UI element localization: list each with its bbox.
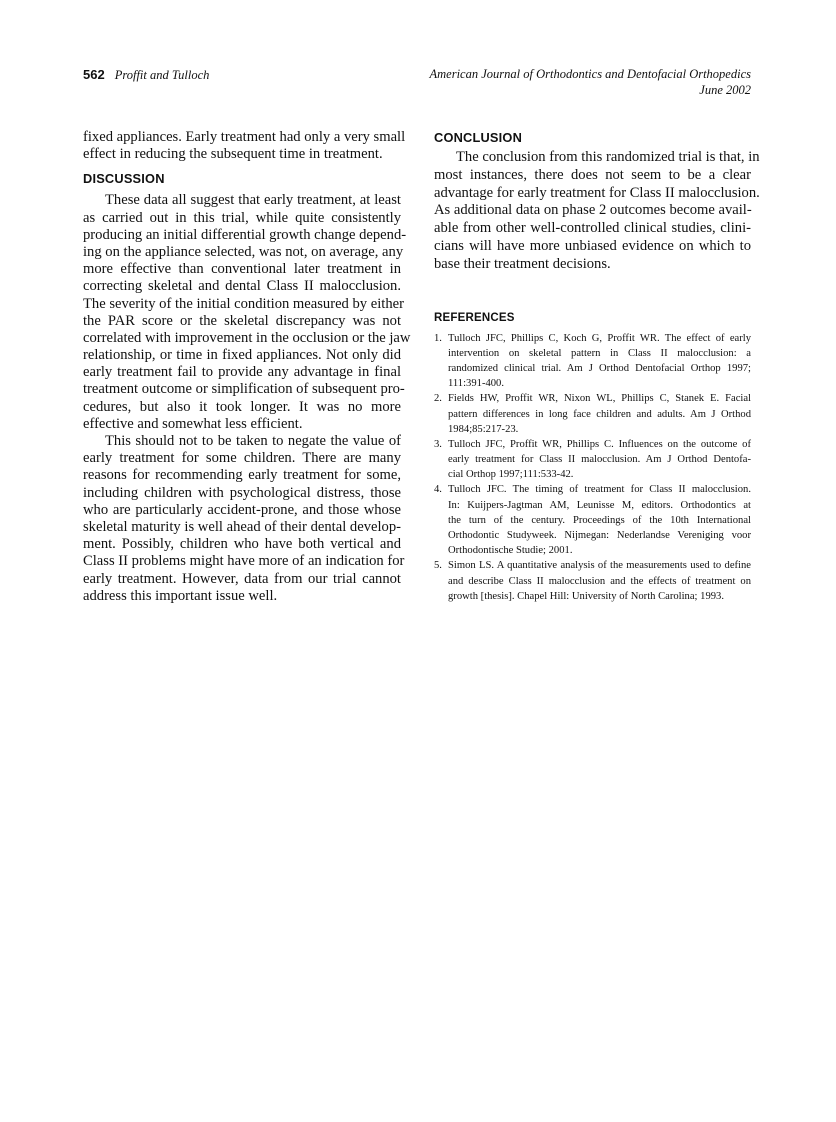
text-line: treatment outcome or simplification of subsequent pro- bbox=[83, 381, 405, 398]
text-line: early treatment. However, data from our trial cannot bbox=[83, 570, 401, 587]
text-line: These data all suggest that early treatment, at least bbox=[105, 192, 401, 209]
intro-text bbox=[83, 129, 406, 163]
text-line: correcting skeletal and dental Class II malocclusion. bbox=[83, 278, 401, 295]
conclusion-heading: CONCLUSION bbox=[434, 130, 523, 145]
reference-number: 1. bbox=[434, 332, 442, 344]
text-line: the PAR score or the skeletal discrepancy was not bbox=[83, 312, 401, 329]
text-line: most instances, there does not seem to be a clear bbox=[434, 166, 751, 183]
text-line: 111:391-400. bbox=[448, 378, 505, 390]
text-line: ment. Possibly, children who have both vertical and bbox=[83, 536, 401, 553]
text-line: skeletal maturity is well ahead of their dental develop- bbox=[83, 518, 401, 535]
text-line: Orthodontische Studie; 2001. bbox=[448, 545, 573, 557]
text-line: pattern differences in long face children and adults. Am J Orthod bbox=[448, 408, 751, 420]
references-heading: REFERENCES bbox=[434, 311, 515, 324]
reference-item bbox=[434, 437, 751, 483]
reference-item bbox=[434, 482, 751, 558]
journal-title: American Journal of Orthodontics and Dentofacial Orthopedics bbox=[429, 67, 751, 81]
text-line: Simon LS. A quantitative analysis of the measurements used to define bbox=[448, 560, 751, 572]
text-line: early treatment for some children. There are many bbox=[83, 450, 401, 467]
text-line: advantage for early treatment for Class II malocclusion. bbox=[434, 184, 760, 201]
text-line: early treatment fail to provide any advantage in final bbox=[83, 364, 401, 381]
text-line: fixed appliances. Early treatment had only a very small bbox=[83, 129, 406, 145]
text-line: As additional data on phase 2 outcomes become avail- bbox=[434, 202, 752, 219]
text-line: Tulloch JFC, Proffit WR, Phillips C. Influences on the outcome of bbox=[448, 438, 751, 450]
text-line: who are particularly accident-prone, and those whose bbox=[83, 501, 401, 518]
text-line: cial Orthop 1997;111:533-42. bbox=[448, 469, 574, 481]
text-line: Fields HW, Proffit WR, Nixon WL, Phillips C, Stanek E. Facial bbox=[448, 393, 751, 405]
reference-number: 3. bbox=[434, 438, 442, 450]
text-line: early treatment for Class II malocclusion. Am J Orthod Dentofa- bbox=[448, 454, 751, 466]
text-line: In: Kuijpers-Jagtman AM, Leunisse M, editors. Orthodontics at bbox=[448, 499, 751, 511]
text-line: This should not to be taken to negate the value of bbox=[105, 433, 401, 449]
reference-number: 2. bbox=[434, 393, 442, 405]
text-line: relationship, or time in fixed appliances. Not only did bbox=[83, 347, 401, 364]
text-line: effect in reducing the subsequent time in treatment. bbox=[83, 146, 383, 163]
text-line: address this important issue well. bbox=[83, 587, 278, 604]
conclusion-body bbox=[434, 149, 760, 274]
reference-item bbox=[434, 391, 751, 437]
text-line: including children with psychological distress, those bbox=[83, 484, 401, 501]
text-line: randomized clinical trial. Am J Orthod Dentofacial Orthop 1997; bbox=[448, 362, 751, 374]
reference-number: 5. bbox=[434, 560, 442, 572]
text-line: cians will have more unbiased evidence on which to bbox=[434, 237, 751, 254]
text-line: Tulloch JFC. The timing of treatment for Class II malocclusion. bbox=[448, 484, 751, 496]
text-line: The conclusion from this randomized trial is that, in bbox=[456, 149, 760, 165]
text-line: reasons for recommending early treatment for some, bbox=[83, 467, 401, 484]
paragraph bbox=[83, 192, 411, 433]
text-line: cedures, but also it took longer. It was no more bbox=[83, 398, 401, 415]
references-list bbox=[434, 331, 751, 604]
text-line: The severity of the initial condition measured by either bbox=[83, 295, 404, 312]
running-header-left bbox=[83, 66, 209, 84]
reference-number: 4. bbox=[434, 484, 442, 496]
text-line: as carried out in this trial, while quite consistently bbox=[83, 209, 401, 226]
text-line: more effective than conventional later treatment in bbox=[83, 261, 401, 278]
text-line: base their treatment decisions. bbox=[434, 255, 611, 272]
discussion-heading: DISCUSSION bbox=[83, 171, 165, 187]
text-line: correlated with improvement in the occlusion or the jaw bbox=[83, 329, 411, 346]
text-line: Tulloch JFC, Phillips C, Koch G, Proffit WR. The effect of early bbox=[448, 332, 751, 344]
reference-item bbox=[434, 331, 751, 392]
running-authors: Proffit and Tulloch bbox=[114, 68, 210, 82]
text-line: intervention on skeletal pattern in Class II malocclusion: a bbox=[448, 347, 751, 359]
text-line: ing on the appliance selected, was not, on average, any bbox=[83, 243, 404, 260]
reference-item bbox=[434, 558, 751, 604]
discussion-body bbox=[83, 192, 411, 605]
text-line: able from other well-controlled clinical studies, clini- bbox=[434, 220, 751, 237]
paragraph bbox=[83, 433, 405, 605]
text-line: the turn of the century. Proceedings of the 10th International bbox=[448, 514, 751, 526]
running-header-right bbox=[430, 66, 752, 98]
text-line: Orthodontic Studyweek. Nijmegan: Nederlandse Vereniging voor bbox=[448, 530, 751, 542]
text-line: effective and somewhat less efficient. bbox=[83, 415, 303, 432]
text-line: and describe Class II malocclusion and the effects of treatment on bbox=[448, 575, 751, 587]
issue-date: June 2002 bbox=[699, 83, 751, 97]
right-column bbox=[434, 130, 760, 604]
page-number: 562 bbox=[83, 67, 105, 82]
text-line: Class II problems might have more of an indication for bbox=[83, 553, 405, 570]
left-column bbox=[83, 129, 411, 605]
text-line: 1984;85:217-23. bbox=[448, 423, 519, 435]
text-line: growth [thesis]. Chapel Hill: University of North Carolina; 1993. bbox=[448, 590, 724, 602]
text-line: producing an initial differential growth change depend- bbox=[83, 226, 407, 243]
